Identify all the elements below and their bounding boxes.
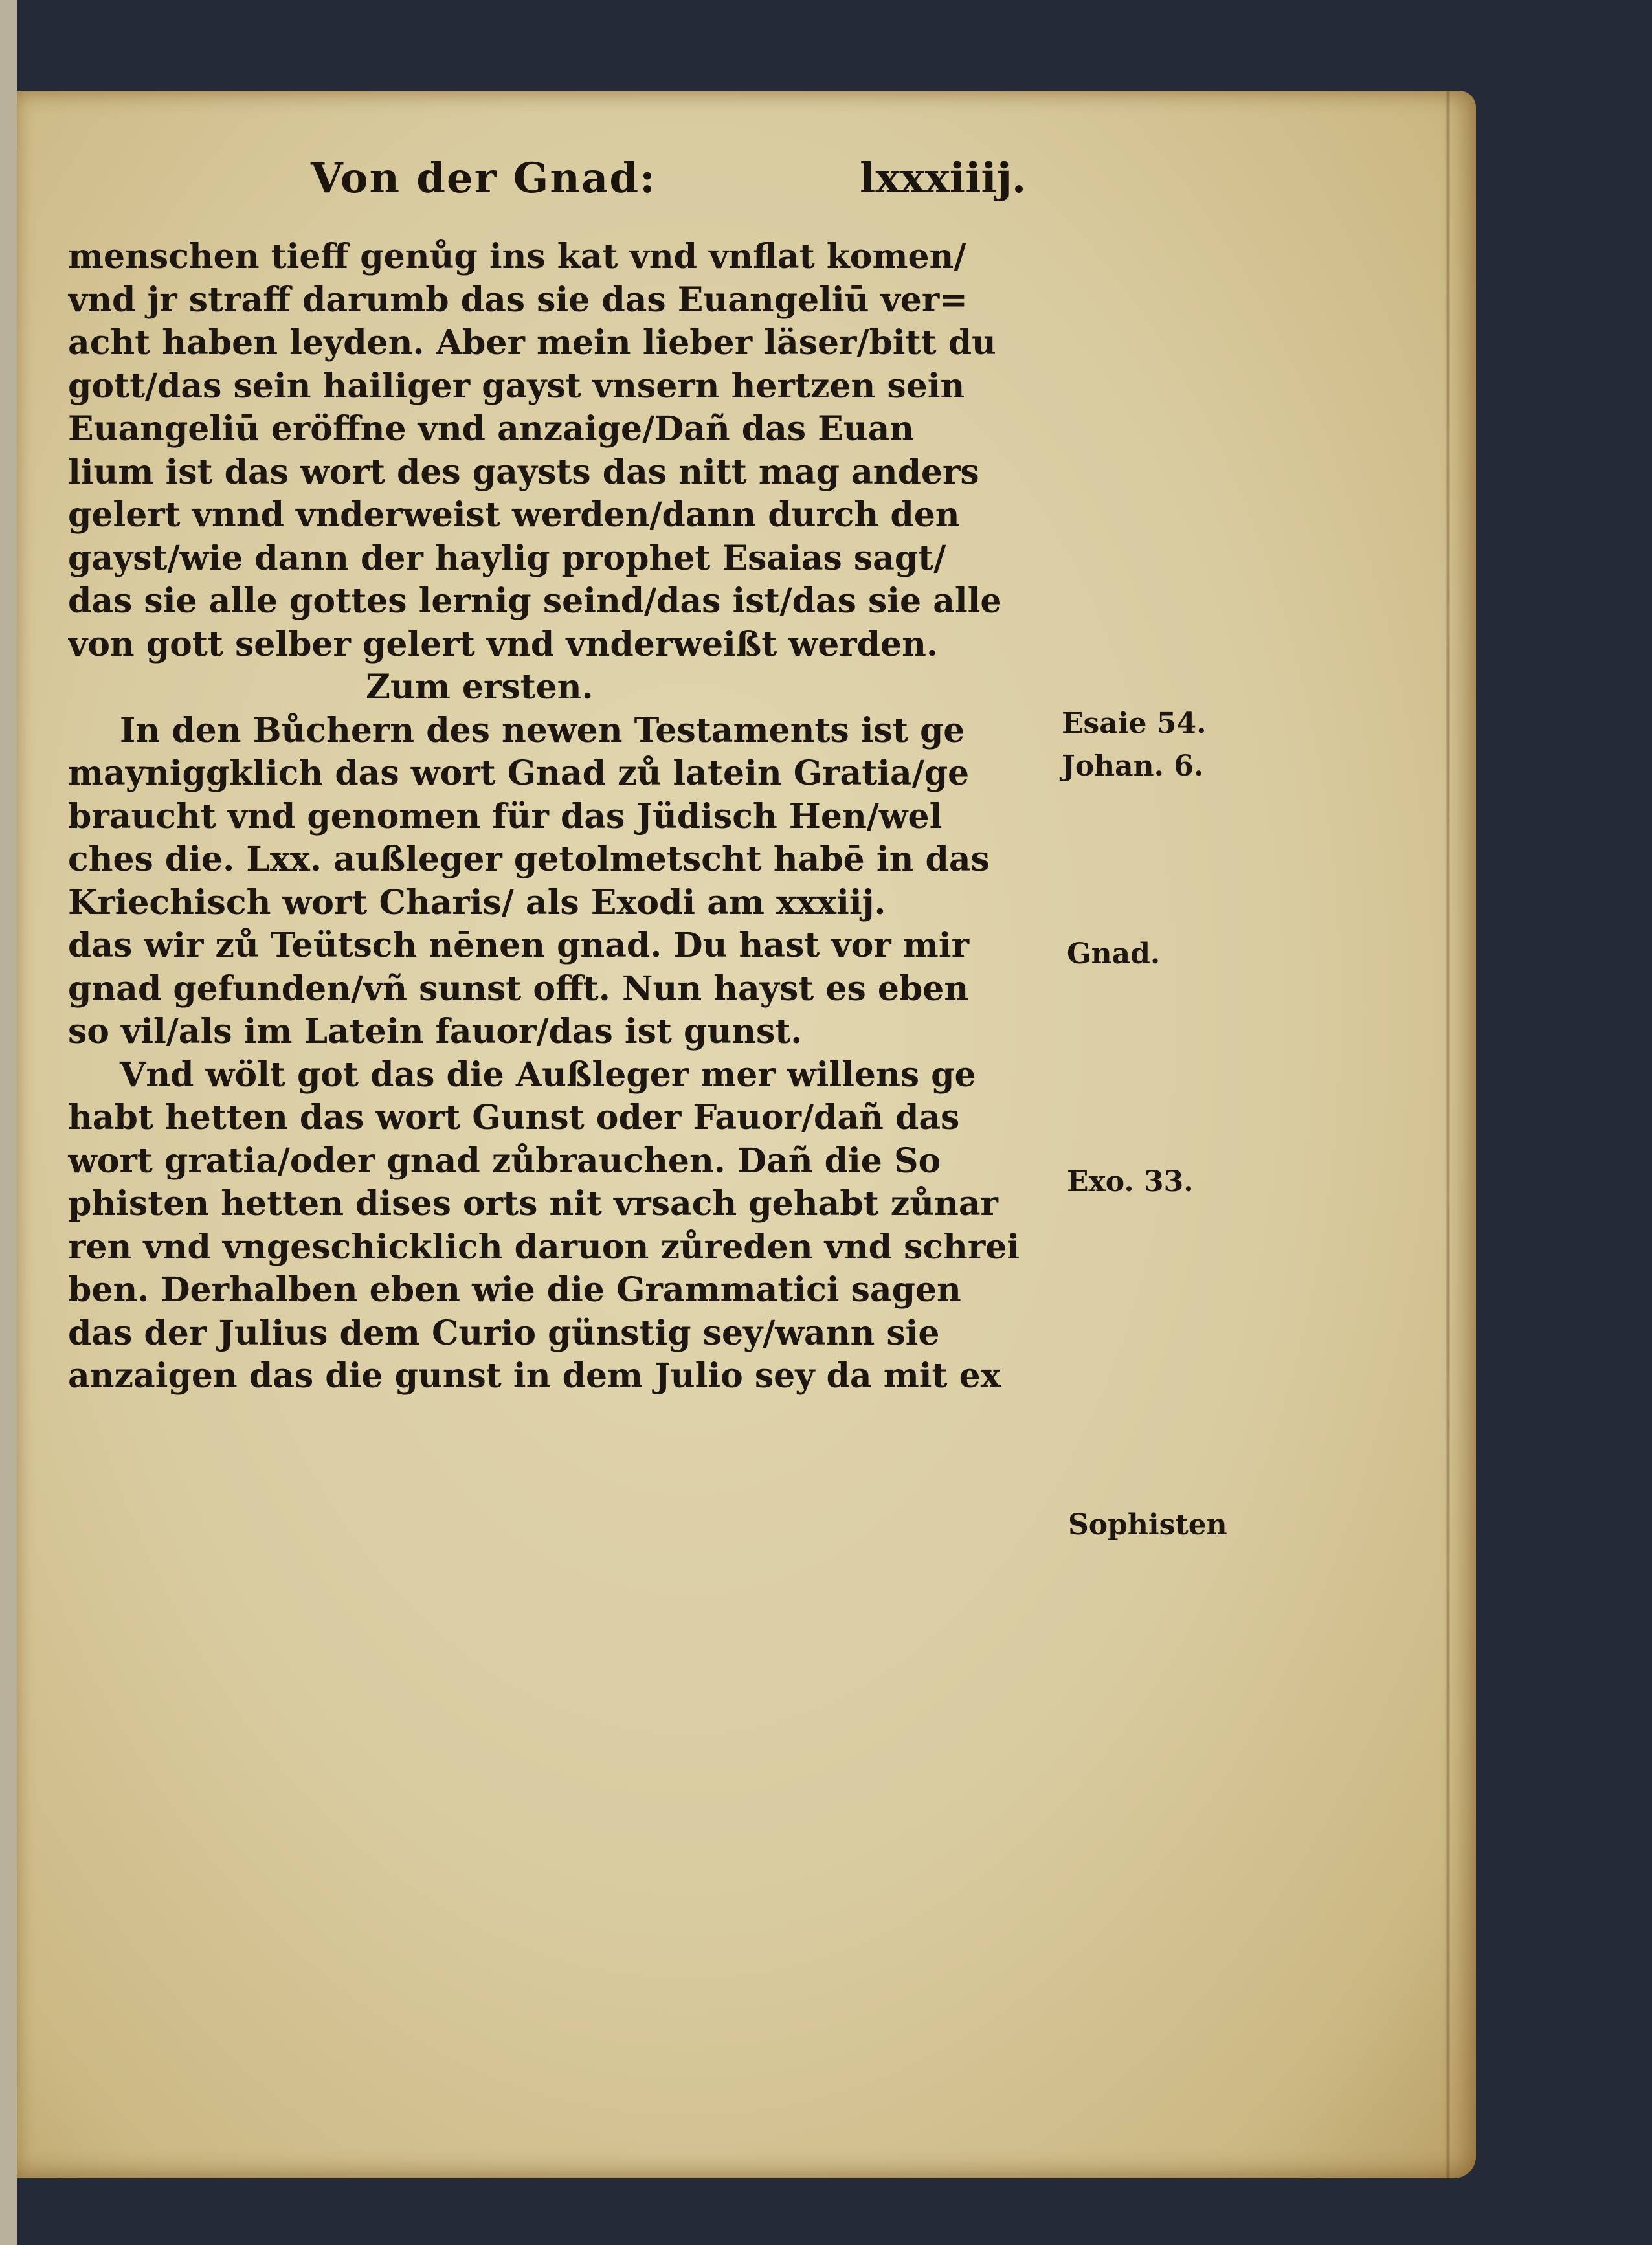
marginal-note-exo: Exo. 33. <box>1067 1165 1194 1198</box>
text-line: mayniggklich das wort Gnad zů latein Gratia/ge <box>68 754 970 793</box>
marginal-note-esaie: Esaie 54. <box>1062 707 1207 740</box>
text-line: ren vnd vngeschicklich daruon zůreden vnd schrei <box>68 1227 1020 1267</box>
text-line: gott/das sein hailiger gayst vnsern hertzen sein <box>68 366 965 406</box>
text-line: vnd jr straff darumb das sie das Euangeliū ver= <box>68 280 968 320</box>
text-line: ches die. Lxx. außleger getolmetscht habē in das <box>68 840 990 879</box>
running-head-title: Von der Gnad: <box>311 154 656 203</box>
text-line: lium ist das wort des gaysts das nitt mag anders <box>68 452 979 492</box>
folio-number: lxxxiiij. <box>860 154 1027 203</box>
text-line: wort gratia/oder gnad zůbrauchen. Dañ die So <box>68 1141 941 1181</box>
page-gutter-shadow <box>1446 91 1450 2178</box>
text-line: das wir zů Teütsch nēnen gnad. Du hast vor mir <box>68 926 969 965</box>
marginal-note-gnad: Gnad. <box>1067 937 1161 970</box>
paragraph-start-line: Vnd wölt got das die Außleger mer willens ge <box>120 1055 976 1095</box>
text-line: von gott selber gelert vnd vnderweißt werden. <box>68 624 939 664</box>
text-line: menschen tieff genůg ins kat vnd vnflat komen/ <box>68 237 966 276</box>
text-line: das sie alle gottes lernig seind/das ist/das sie alle <box>68 581 1002 621</box>
text-line: gelert vnnd vnderweist werden/dann durch den <box>68 495 960 535</box>
section-heading: Zum ersten. <box>366 667 594 707</box>
text-line: Kriechisch wort Charis/ als Exodi am xxxiij. <box>68 882 886 922</box>
text-line: ben. Derhalben eben wie die Grammatici sagen <box>68 1270 961 1310</box>
text-line: phisten hetten dises orts nit vrsach gehabt zůnar <box>68 1184 998 1223</box>
scan-background-strip <box>0 0 17 2245</box>
text-line: so vil/als im Latein fauor/das ist gunst. <box>68 1012 803 1051</box>
text-line: braucht vnd genomen für das Jüdisch Hen/wel <box>68 796 943 836</box>
text-line: gnad gefunden/vñ sunst offt. Nun hayst es eben <box>68 968 969 1009</box>
text-line: acht haben leyden. Aber mein lieber läser/bitt du <box>68 323 996 363</box>
text-line: das der Julius dem Curio günstig sey/wann sie <box>68 1313 940 1353</box>
body-text <box>68 236 1078 1398</box>
marginal-note-sophisten: Sophisten <box>1068 1508 1227 1541</box>
text-line: gayst/wie dann der haylig prophet Esaias sagt/ <box>68 538 946 578</box>
text-line: anzaigen das die gunst in dem Julio sey da mit ex <box>68 1356 1001 1396</box>
marginal-note-johan: Johan. 6. <box>1062 750 1204 783</box>
paragraph-start-line: In den Bůchern des newen Testaments ist ge <box>120 710 965 750</box>
text-line: Euangeliū eröffne vnd anzaige/Dañ das Euan <box>68 409 915 449</box>
text-line: habt hetten das wort Gunst oder Fauor/dañ das <box>68 1098 960 1137</box>
